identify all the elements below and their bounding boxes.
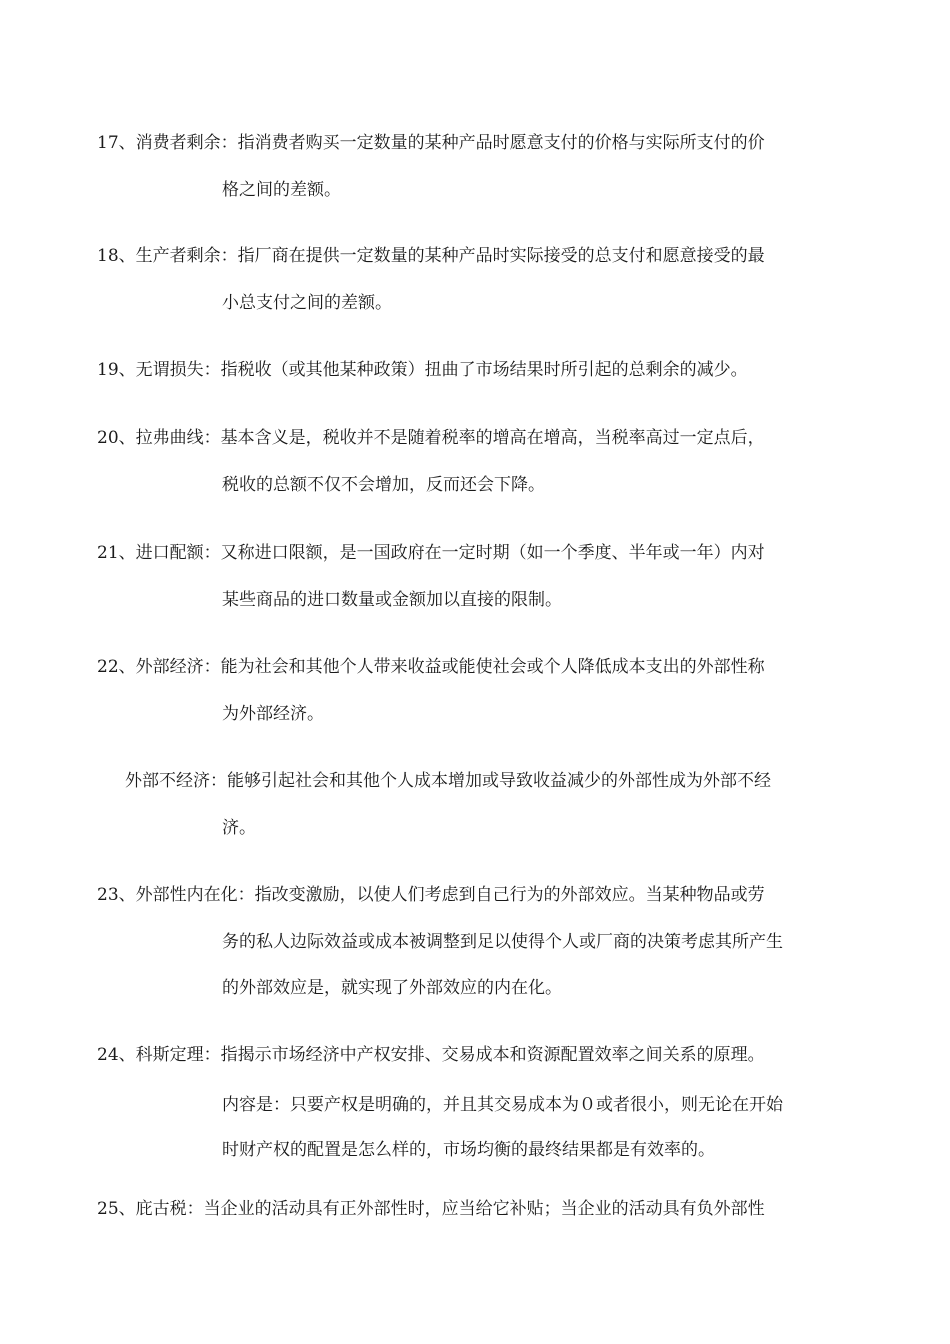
- entry-19-line-1: 19、无谓损失：指税收（或其他某种政策）扭曲了市场结果时所引起的总剩余的减少。: [97, 360, 748, 380]
- entry-22-line-1: 22、外部经济：能为社会和其他个人带来收益或能使社会或个人降低成本支出的外部性称: [97, 657, 765, 677]
- entry-20-line-2: 税收的总额不仅不会增加，反而还会下降。: [222, 475, 545, 495]
- entry-24-line-3: 时财产权的配置是怎么样的，市场均衡的最终结果都是有效率的。: [222, 1140, 715, 1160]
- entry-18-line-1: 18、生产者剩余：指厂商在提供一定数量的某种产品时实际接受的总支付和愿意接受的最: [97, 246, 765, 266]
- entry-23-line-2: 务的私人边际效益或成本被调整到足以使得个人或厂商的决策考虑其所产生: [222, 932, 783, 952]
- entry-17-line-2: 格之间的差额。: [222, 180, 341, 200]
- entry-24-line-2: 内容是：只要产权是明确的，并且其交易成本为０或者很小，则无论在开始: [222, 1095, 783, 1115]
- entry-25-line-1: 25、庇古税：当企业的活动具有正外部性时，应当给它补贴；当企业的活动具有负外部性: [97, 1199, 765, 1219]
- entry-18-line-2: 小总支付之间的差额。: [222, 293, 392, 313]
- entry-23-line-3: 的外部效应是，就实现了外部效应的内在化。: [222, 978, 562, 998]
- entry-22b-line-1: 外部不经济：能够引起社会和其他个人成本增加或导致收益减少的外部性成为外部不经: [125, 771, 771, 791]
- entry-23-line-1: 23、外部性内在化：指改变激励，以使人们考虑到自己行为的外部效应。当某种物品或劳: [97, 885, 765, 905]
- entry-22b-line-2: 济。: [222, 818, 256, 838]
- entry-21-line-2: 某些商品的进口数量或金额加以直接的限制。: [222, 590, 562, 610]
- entry-22-line-2: 为外部经济。: [222, 704, 324, 724]
- entry-20-line-1: 20、拉弗曲线：基本含义是，税收并不是随着税率的增高在增高，当税率高过一定点后，: [97, 428, 765, 448]
- entry-24-line-1: 24、科斯定理：指揭示市场经济中产权安排、交易成本和资源配置效率之间关系的原理。: [97, 1045, 765, 1065]
- entry-17-line-1: 17、消费者剩余：指消费者购买一定数量的某种产品时愿意支付的价格与实际所支付的价: [97, 133, 765, 153]
- entry-21-line-1: 21、进口配额：又称进口限额，是一国政府在一定时期（如一个季度、半年或一年）内对: [97, 543, 765, 563]
